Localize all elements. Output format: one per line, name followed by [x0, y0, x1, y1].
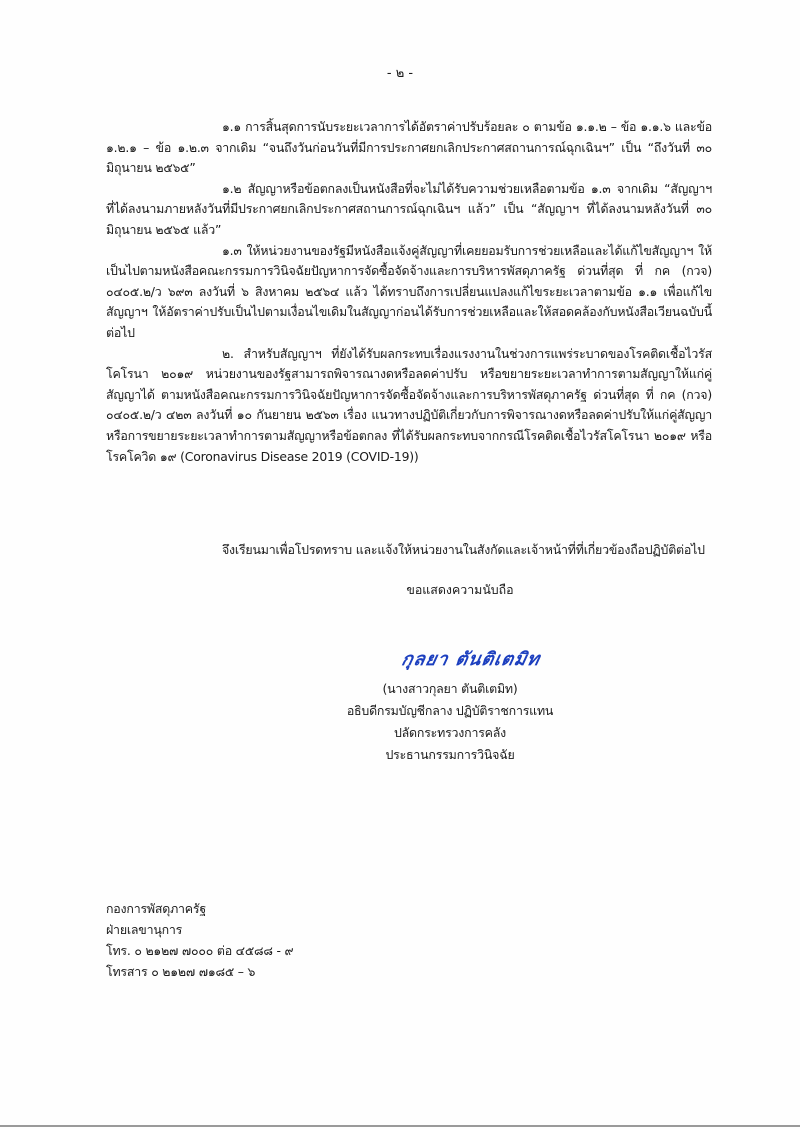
- scan-edge-divider: [0, 1125, 800, 1127]
- paragraph-1-1: ๑.๑ การสิ้นสุดการนับระยะเวลาการได้อัตราค่าปรับร้อยละ ๐ ตามข้อ ๑.๑.๒ – ข้อ ๑.๑.๖ และข้อ ๑.๒.๑ – ข้อ ๑.๒.๓ จากเดิม “จนถึงวันก่อนวันที่มีการประกาศยกเลิกประกาศสถานการณ์ฉุกเฉินฯ” เป็น “ถึงวันที่ ๓๐ มิถุนายน ๒๕๖๕”: [106, 119, 712, 176]
- contact-footer: [106, 898, 293, 982]
- closing-statement: จึงเรียนมาเพื่อโปรดทราบ และแจ้งให้หน่วยงานในสังกัดและเจ้าหน้าที่ที่เกี่ยวข้องถือปฏิบัติต่อไป: [222, 542, 705, 557]
- page-number: - ๒ -: [386, 66, 414, 81]
- regards-line: ขอแสดงความนับถือ: [406, 582, 514, 597]
- paragraph-1-3: ๑.๓ ให้หน่วยงานของรัฐมีหนังสือแจ้งคู่สัญญาที่เคยยอมรับการช่วยเหลือและได้แก้ไขสัญญาฯ ให้เป็นไปตามหนังสือคณะกรรมการวินิจฉัยปัญหาการจัดซื้อจัดจ้างและการบริหารพัสดุภาครัฐ ด่วนที่สุด ที่ กค (กวจ) ๐๔๐๕.๒/ว ๖๙๓ ลงวันที่ ๖ สิงหาคม ๒๕๖๔ แล้ว ได้ทราบถึงการเปลี่ยนแปลงแก้ไขระยะเวลาตามข้อ ๑.๑ เพื่อแก้ไขสัญญาฯ ให้อัตราค่าปรับเป็นไปตามเงื่อนไขเดิมในสัญญาก่อนได้รับการช่วยเหลือและให้สอดคล้องกับหนังสือเวียนฉบับนี้ต่อไป: [106, 242, 712, 340]
- footer-section: ฝ่ายเลขานุการ: [106, 922, 183, 937]
- paragraph-2: ๒. สำหรับสัญญาฯ ที่ยังได้รับผลกระทบเรื่องแรงงานในช่วงการแพร่ระบาดของโรคติดเชื้อไวรัสโคโรนา ๒๐๑๙ หน่วยงานของรัฐสามารถพิจารณางดหรือลดค่าปรับ หรือขยายระยะเวลาทำการตามสัญญาให้แก่คู่สัญญาได้ ตามหนังสือคณะกรรมการวินิจฉัยปัญหาการจัดซื้อจัดจ้างและการบริหารพัสดุภาครัฐ ด่วนที่สุด ที่ กค (กวจ) ๐๔๐๕.๒/ว ๔๒๓ ลงวันที่ ๑๐ กันยายน ๒๕๖๓ เรื่อง แนวทางปฏิบัติเกี่ยวกับการพิจารณางดหรือลดค่าปรับให้แก่คู่สัญญา หรือการขยายระยะเวลาทำการตามสัญญาหรือข้อตกลง ที่ได้รับผลกระทบจากกรณีโรคติดเชื้อไวรัสโคโรนา ๒๐๑๙ หรือโรคโควิด ๑๙ (Coronavirus Disease 2019 (COVID-19)): [106, 345, 712, 464]
- signer-name: (นางสาวกุลยา ตันติเตมิท): [382, 681, 518, 696]
- footer-department: กองการพัสดุภาครัฐ: [106, 901, 206, 916]
- handwritten-signature: กุลยา ตันติเตมิท: [399, 649, 543, 670]
- signer-title-2: ปลัดกระทรวงการคลัง: [394, 725, 506, 740]
- footer-fax: โทรสาร ๐ ๒๑๒๗ ๗๑๘๕ – ๖: [106, 964, 256, 979]
- signer-title-3: ประธานกรรมการวินิจฉัย: [385, 747, 515, 762]
- signer-title-1: อธิบดีกรมบัญชีกลาง ปฏิบัติราชการแทน: [346, 703, 554, 718]
- paragraph-1-2: ๑.๒ สัญญาหรือข้อตกลงเป็นหนังสือที่จะไม่ได้รับความช่วยเหลือตามข้อ ๑.๓ จากเดิม “สัญญาฯ ที่ได้ลงนามภายหลังวันที่มีประกาศยกเลิกประกาศสถานการณ์ฉุกเฉินฯ แล้ว” เป็น “สัญญาฯ ที่ได้ลงนามหลังวันที่ ๓๐ มิถุนายน ๒๕๖๕ แล้ว”: [106, 180, 712, 237]
- body-section: [106, 117, 712, 467]
- footer-phone: โทร. ๐ ๒๑๒๗ ๗๐๐๐ ต่อ ๔๕๘๘ - ๙: [106, 943, 294, 958]
- signer-block: [300, 678, 600, 766]
